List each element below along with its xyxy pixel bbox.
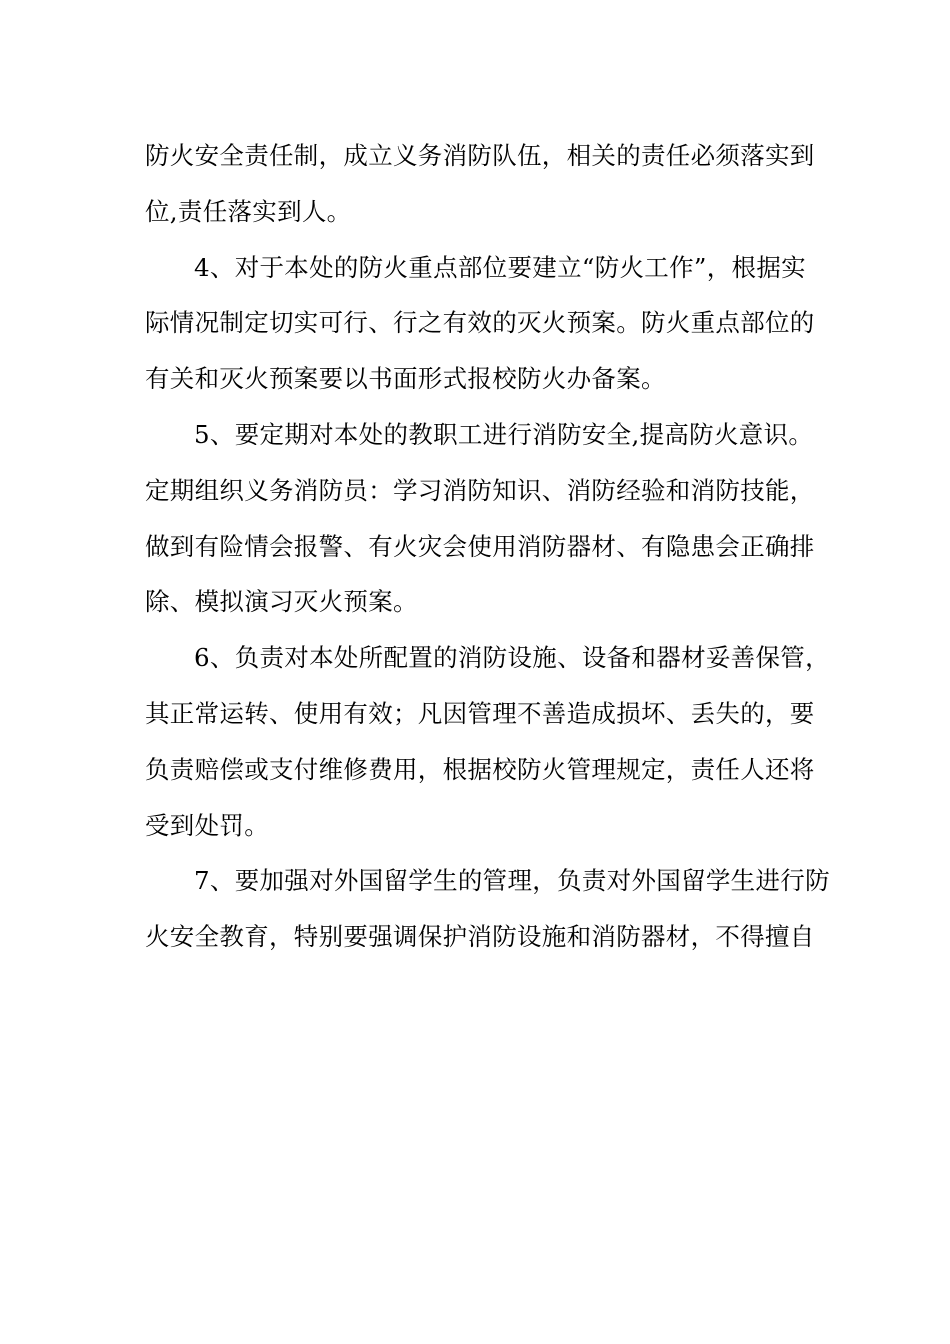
text-line: 7、要加强对外国留学生的管理，负责对外国留学生进行防	[194, 866, 830, 896]
text-line: 除、模拟演习灭火预案。	[145, 587, 418, 617]
paragraph-1	[145, 128, 815, 240]
text-line: 负责赔偿或支付维修费用，根据校防火管理规定，责任人还将	[145, 754, 815, 784]
text-line: 有关和灭火预案要以书面形式报校防火办备案。	[145, 364, 666, 394]
text-line: 际情况制定切实可行、行之有效的灭火预案。防火重点部位的	[145, 308, 815, 338]
paragraph-3	[145, 407, 815, 630]
text-line: 位,责任落实到人。	[145, 196, 352, 226]
text-line: 受到处罚。	[145, 810, 269, 840]
paragraph-5	[145, 853, 830, 965]
document-page	[145, 128, 830, 965]
text-line: 4、对于本处的防火重点部位要建立“防火工作”，根据实	[194, 252, 806, 282]
text-line: 定期组织义务消防员：学习消防知识、消防经验和消防技能，	[145, 475, 815, 505]
text-line: 其正常运转、使用有效；凡因管理不善造成损坏、丢失的，要	[145, 698, 815, 728]
text-line: 火安全教育，特别要强调保护消防设施和消防器材，不得擅自	[145, 922, 815, 952]
paragraph-4	[145, 630, 830, 853]
text-line: 做到有险情会报警、有火灾会使用消防器材、有隐患会正确排	[145, 531, 815, 561]
paragraph-2	[145, 240, 815, 407]
text-line: 防火安全责任制，成立义务消防队伍，相关的责任必须落实到	[145, 141, 815, 170]
text-line: 5、要定期对本处的教职工进行消防安全,提高防火意识。	[194, 419, 814, 449]
text-line: 6、负责对本处所配置的消防设施、设备和器材妥善保管，	[194, 643, 830, 673]
